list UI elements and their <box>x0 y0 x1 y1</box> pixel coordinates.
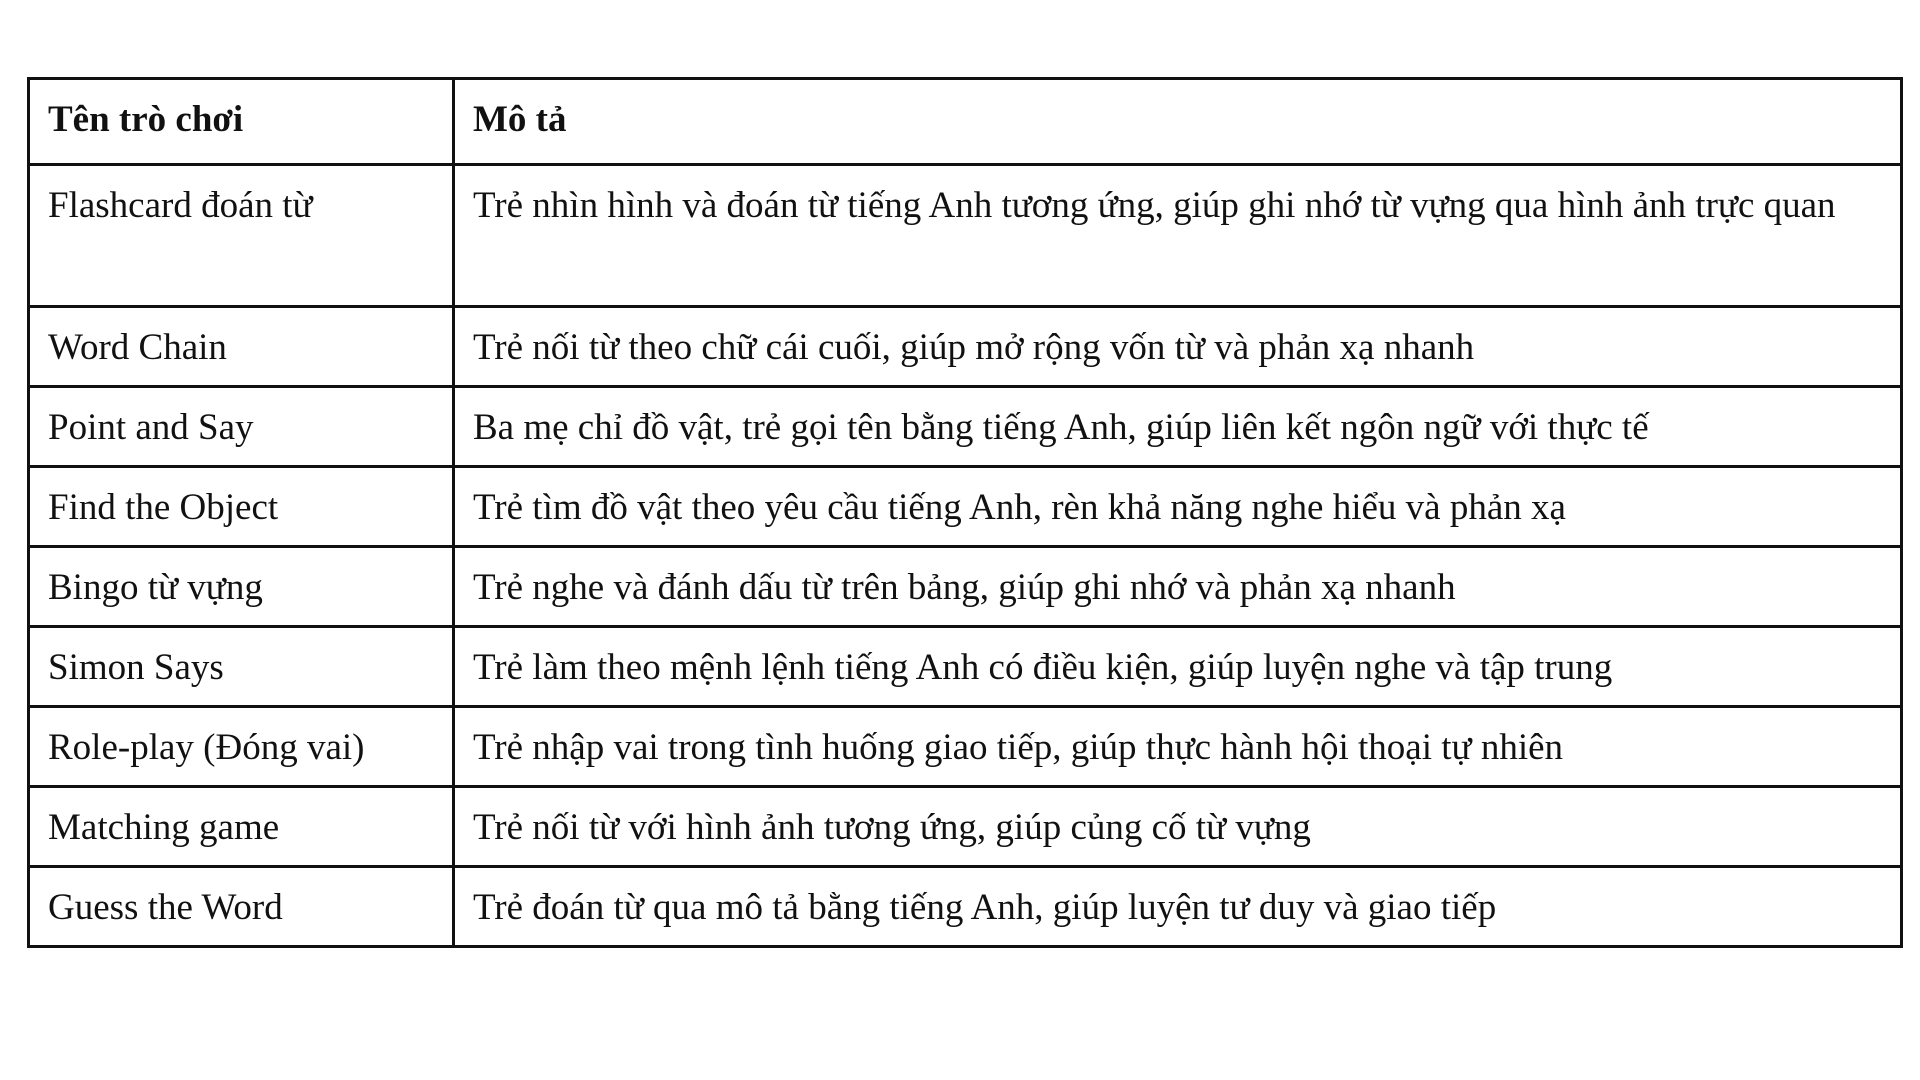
game-description-cell: Ba mẹ chỉ đồ vật, trẻ gọi tên bằng tiếng Anh, giúp liên kết ngôn ngữ với thực tế <box>454 387 1902 467</box>
table-row <box>29 547 1902 627</box>
table-row <box>29 387 1902 467</box>
table-row <box>29 627 1902 707</box>
header-description: Mô tả <box>454 79 1902 165</box>
table-row <box>29 707 1902 787</box>
game-name-cell: Bingo từ vựng <box>29 547 454 627</box>
game-description-cell: Trẻ nhập vai trong tình huống giao tiếp, giúp thực hành hội thoại tự nhiên <box>454 707 1902 787</box>
game-name-cell: Flashcard đoán từ <box>29 165 454 307</box>
game-description-cell: Trẻ nhìn hình và đoán từ tiếng Anh tương ứng, giúp ghi nhớ từ vựng qua hình ảnh trực quan <box>454 165 1902 307</box>
game-name-cell: Role-play (Đóng vai) <box>29 707 454 787</box>
game-name-cell: Simon Says <box>29 627 454 707</box>
games-table <box>27 77 1903 948</box>
game-description-cell: Trẻ tìm đồ vật theo yêu cầu tiếng Anh, rèn khả năng nghe hiểu và phản xạ <box>454 467 1902 547</box>
game-description-cell: Trẻ nối từ theo chữ cái cuối, giúp mở rộng vốn từ và phản xạ nhanh <box>454 307 1902 387</box>
game-name-cell: Word Chain <box>29 307 454 387</box>
game-name-cell: Point and Say <box>29 387 454 467</box>
game-name-cell: Guess the Word <box>29 867 454 947</box>
game-description-cell: Trẻ làm theo mệnh lệnh tiếng Anh có điều kiện, giúp luyện nghe và tập trung <box>454 627 1902 707</box>
table-row <box>29 867 1902 947</box>
table-row <box>29 307 1902 387</box>
header-game-name: Tên trò chơi <box>29 79 454 165</box>
game-description-cell: Trẻ đoán từ qua mô tả bằng tiếng Anh, giúp luyện tư duy và giao tiếp <box>454 867 1902 947</box>
table-row <box>29 165 1902 307</box>
game-name-cell: Find the Object <box>29 467 454 547</box>
game-description-cell: Trẻ nghe và đánh dấu từ trên bảng, giúp ghi nhớ và phản xạ nhanh <box>454 547 1902 627</box>
table-row <box>29 467 1902 547</box>
table-row <box>29 787 1902 867</box>
game-name-cell: Matching game <box>29 787 454 867</box>
table-header-row <box>29 79 1902 165</box>
game-description-cell: Trẻ nối từ với hình ảnh tương ứng, giúp củng cố từ vựng <box>454 787 1902 867</box>
